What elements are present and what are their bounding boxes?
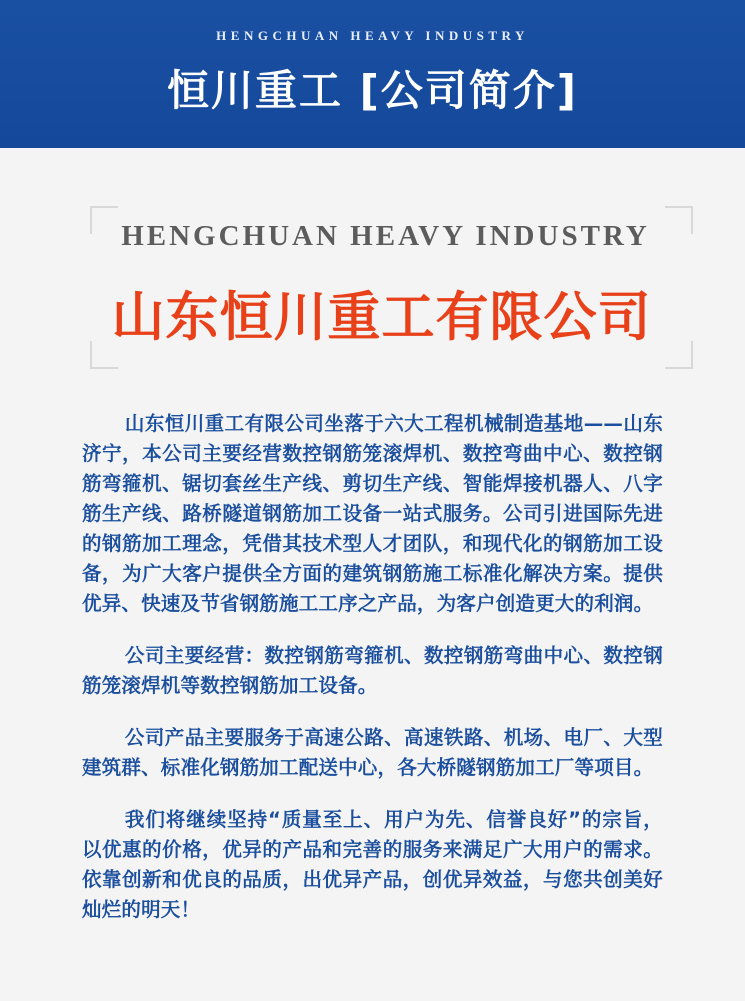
description-paragraph: 我们将继续坚持“质量至上、用户为先、信誉良好”的宗旨，以优惠的价格，优异的产品和完善的服务来满足广大用户的需求。依靠创新和优良的品质，出优异产品，创优异效益，与您共创美好灿烂的明天！ (82, 808, 663, 921)
company-english-title: HENGCHUAN HEAVY INDUSTRY (121, 220, 650, 252)
banner-subtitle: HENGCHUAN HEAVY INDUSTRY (216, 28, 529, 43)
banner-title: 恒川重工 [公司简介] (166, 66, 578, 115)
corner-bracket-bottom-left-icon (90, 341, 118, 369)
company-chinese-title: 山东恒川重工有限公司 (111, 287, 652, 348)
corner-bracket-top-left-icon (90, 206, 118, 234)
company-description (82, 409, 663, 925)
corner-bracket-bottom-right-icon (665, 341, 693, 369)
description-paragraph: 公司产品主要服务于高速公路、高速铁路、机场、电厂、大型建筑群、标准化钢筋加工配送中心，各大桥隧钢筋加工厂等项目。 (82, 726, 663, 779)
header-banner (0, 0, 745, 148)
company-title-block (52, 206, 693, 369)
corner-bracket-top-right-icon (665, 206, 693, 234)
description-paragraph: 山东恒川重工有限公司坐落于六大工程机械制造基地——山东济宁，本公司主要经营数控钢筋笼滚焊机、数控弯曲中心、数控钢筋弯箍机、锯切套丝生产线、剪切生产线、智能焊接机器人、八字筋生产线、路桥隧道钢筋加工设备一站式服务。公司引进国际先进的钢筋加工理念，凭借其技术型人才团队，和现代化的钢筋加工设备，为广大客户提供全方面的建筑钢筋施工标准化解决方案。提供优异、快速及节省钢筋施工工序之产品，为客户创造更大的利润。 (82, 412, 663, 615)
description-paragraph: 公司主要经营：数控钢筋弯箍机、数控钢筋弯曲中心、数控钢筋笼滚焊机等数控钢筋加工设备。 (82, 644, 663, 697)
document-content (0, 206, 745, 925)
